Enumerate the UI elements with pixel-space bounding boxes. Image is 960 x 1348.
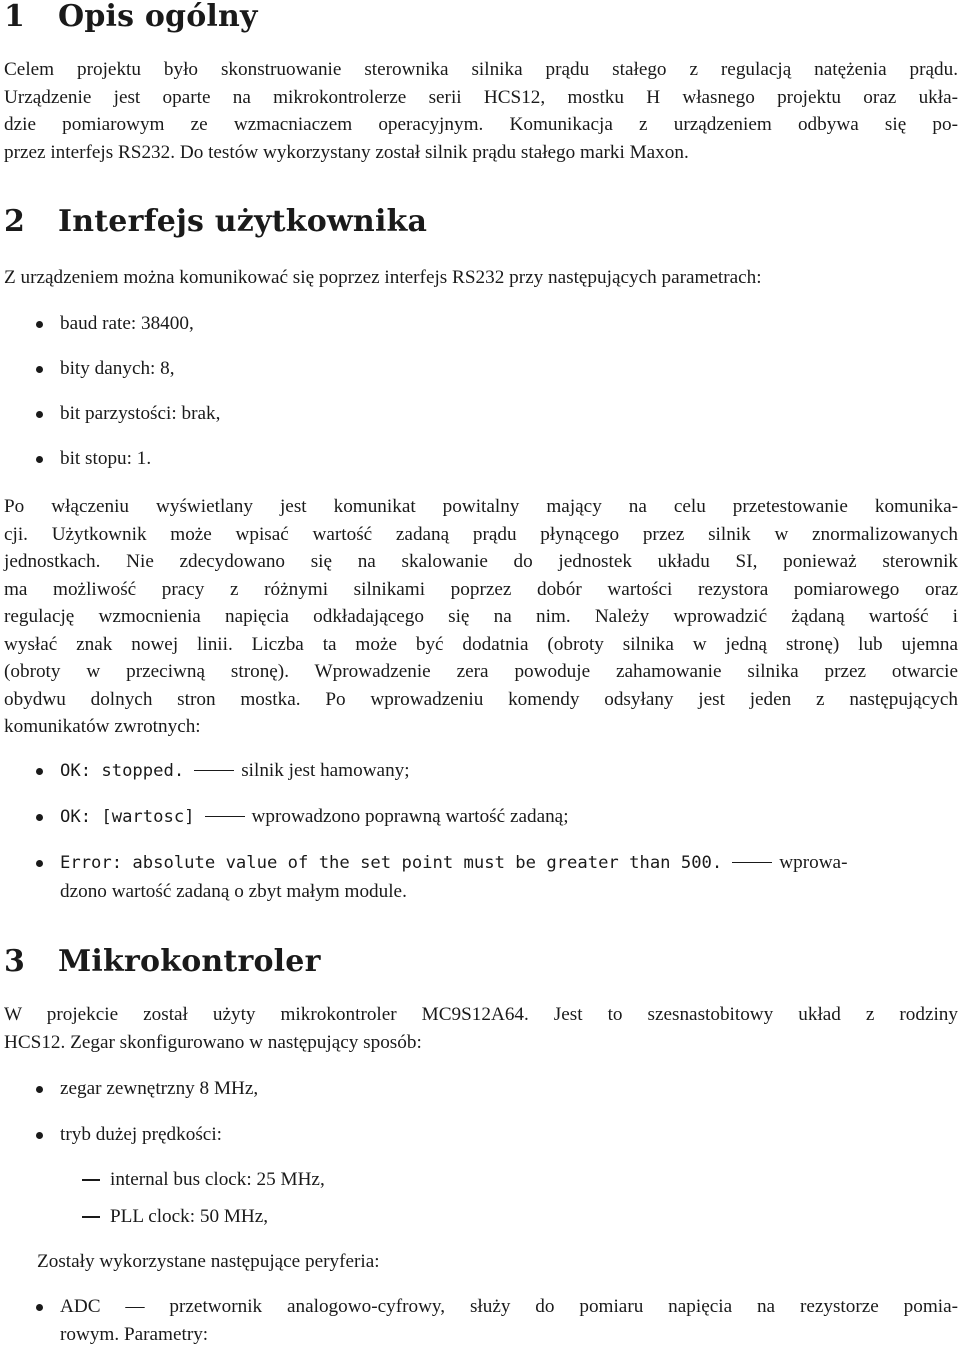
bullet-icon (36, 1086, 43, 1093)
bullet-icon (36, 768, 43, 775)
response-description: wprowadzono poprawną wartość zadaną; (251, 806, 569, 827)
bullet-icon (36, 860, 43, 867)
response-description-continued: dzono wartość zadaną o zbyt małym module. (60, 880, 407, 902)
response-description: wprowa- (779, 852, 848, 873)
paragraph-user-interface (4, 493, 958, 741)
em-dash (205, 816, 245, 818)
bullet-icon (36, 814, 43, 821)
list-item: bity danych: 8, (60, 355, 958, 383)
text-line: Celem projektu było skonstruowanie sterownika silnika prądu stałego z regulacją natężenia prądu. (4, 59, 958, 80)
list-item: zegar zewnętrzny 8 MHz, (60, 1075, 958, 1103)
sub-list-item: internal bus clock: 25 MHz, (110, 1166, 958, 1194)
section-heading-2 (4, 205, 427, 239)
list-item: tryb dużej prędkości: (60, 1121, 958, 1149)
text-line: wysłać znak nowej linii. Liczba ta może być dodatnia (obroty silnika w jedną stronę) lub ujemna (4, 633, 958, 655)
dash-icon (82, 1216, 100, 1218)
section-number: 1 (4, 0, 26, 34)
list-item (60, 849, 958, 905)
text-line: (obroty w przeciwną stronę). Wprowadzenie zera powoduje zahamowanie silnika przez otwarcie (4, 661, 958, 682)
paragraph-microcontroller (4, 1001, 958, 1056)
text-line: przez interfejs RS232. Do testów wykorzystany został silnik prądu stałego marki Maxon. (4, 141, 689, 163)
em-dash (732, 862, 772, 864)
text-line: Zostały wykorzystane następujące peryferia: (37, 1251, 380, 1272)
text-line: ma możliwość pracy z różnymi silnikami poprzez dobór wartości rezystora pomiarowego oraz (4, 578, 958, 600)
text-line: W projekcie został użyty mikrokontroler MC9S12A64. Jest to szesnastobitowy układ z rodziny (4, 1004, 958, 1025)
text-line: regulację wzmocnienia napięcia odkładającego się na nim. Należy wprowadzić żądaną wartość i (4, 606, 958, 627)
bullet-icon (36, 1304, 43, 1311)
dash-icon (82, 1179, 100, 1181)
bullet-icon (36, 456, 43, 463)
section-title: Mikrokontroler (58, 944, 321, 979)
section-number: 3 (4, 944, 26, 979)
section-heading-1 (4, 0, 258, 34)
bullet-icon (36, 411, 43, 418)
text-line: cji. Użytkownik może wpisać wartość zadaną prądu płynącego przez silnik w znormalizowanych (4, 523, 958, 545)
list-item: baud rate: 38400, (60, 310, 958, 338)
response-code: OK: stopped. (60, 761, 185, 781)
text-line: Urządzenie jest oparte na mikrokontrolerze serii HCS12, mostku H własnego projektu oraz ukła- (4, 86, 958, 108)
sub-list-item: PLL clock: 50 MHz, (110, 1203, 958, 1231)
response-code: OK: [wartosc] (60, 807, 195, 827)
bullet-icon (36, 366, 43, 373)
text-line: obydwu dolnych stron mostka. Po wprowadzeniu komendy odsyłany jest jeden z następujących (4, 688, 958, 710)
text-line: Po włączeniu wyświetlany jest komunikat powitalny mający na celu przetestowanie komunika- (4, 496, 958, 517)
paragraph-peripherals (37, 1248, 958, 1276)
paragraph-rs232-intro (4, 264, 958, 292)
section-heading-3 (4, 945, 321, 979)
section-title: Opis ogólny (58, 0, 258, 34)
text-line: komunikatów zwrotnych: (4, 716, 201, 737)
text-line: HCS12. Zegar skonfigurowano w następujący sposób: (4, 1031, 422, 1053)
response-code: Error: absolute value of the set point must be greater than 500. (60, 853, 723, 873)
paragraph-intro (4, 56, 958, 166)
list-item (60, 757, 958, 786)
peripheral-adc-line: rowym. Parametry: (60, 1323, 209, 1345)
em-dash (194, 770, 234, 772)
list-item (60, 803, 958, 832)
bullet-icon (36, 321, 43, 328)
response-description: silnik jest hamowany; (241, 760, 410, 781)
peripheral-adc-line: ADC — przetwornik analogowo-cyfrowy, służy do pomiaru napięcia na rezystorze pomia- (60, 1296, 958, 1317)
bullet-icon (36, 1132, 43, 1139)
text-line: jednostkach. Nie zdecydowano się na skalowanie do jednostek układu SI, ponieważ sterownik (4, 551, 958, 572)
section-title: Interfejs użytkownika (58, 204, 428, 239)
list-item: bit parzystości: brak, (60, 400, 958, 428)
section-number: 2 (4, 204, 26, 239)
list-item: bit stopu: 1. (60, 445, 958, 473)
list-item (60, 1293, 958, 1348)
text-line: dzie pomiarowym ze wzmacniaczem operacyjnym. Komunikacja z urządzeniem odbywa się po- (4, 114, 958, 135)
text-line: Z urządzeniem można komunikować się poprzez interfejs RS232 przy następujących parametrach: (4, 267, 762, 288)
